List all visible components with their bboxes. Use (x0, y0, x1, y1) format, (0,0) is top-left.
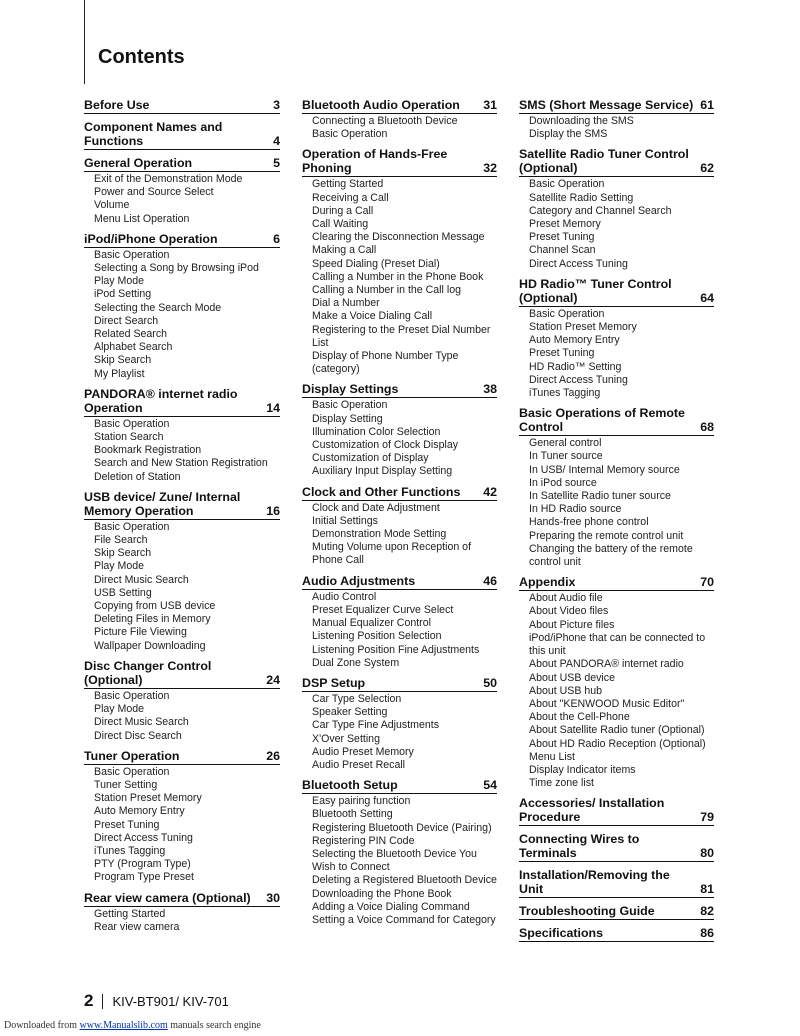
section-page-number: 61 (700, 98, 714, 112)
toc-subitem[interactable]: iPod/iPhone that can be connected to this unit (529, 631, 706, 658)
toc-subitem[interactable]: Auto Memory Entry (529, 334, 620, 347)
section-title: SMS (Short Message Service) (519, 98, 694, 112)
section-heading[interactable] (302, 676, 497, 692)
toc-subitem[interactable]: About "KENWOOD Music Editor" (529, 697, 685, 710)
toc-subitem[interactable]: Customization of Clock Display (312, 439, 459, 452)
toc-subitem[interactable]: Play Mode (94, 560, 145, 573)
toc-subitem[interactable]: Copying from USB device (94, 600, 216, 613)
section-page-number: 31 (483, 98, 497, 112)
toc-subitem[interactable]: Calling a Number in the Call log (312, 284, 461, 297)
toc-subitem[interactable]: Basic Operation (94, 248, 170, 261)
section-title: Audio Adjustments (302, 573, 416, 588)
section-heading[interactable] (519, 277, 714, 307)
toc-subitem[interactable]: Preset Tuning (94, 818, 160, 831)
toc-subitem[interactable]: Volume (94, 199, 130, 212)
toc-subitem[interactable]: Direct Search (94, 314, 159, 327)
section-page-number: 14 (266, 400, 280, 415)
toc-subitem[interactable]: Preset Memory (529, 218, 601, 231)
section-title: Tuner Operation (84, 748, 180, 763)
toc-subitem[interactable]: Speaker Setting (312, 706, 388, 719)
toc-subitem[interactable]: Dial a Number (312, 297, 380, 310)
top-rule (84, 0, 85, 84)
toc-section (519, 406, 714, 569)
toc-subitem[interactable]: Deleting a Registered Bluetooth Device (312, 874, 497, 887)
section-page-number: 54 (483, 778, 497, 793)
toc-subitem[interactable]: Related Search (94, 328, 168, 341)
section-page-number: 24 (266, 672, 280, 687)
section-title: Clock and Other Functions (302, 484, 461, 499)
section-heading[interactable] (302, 382, 497, 398)
toc-subitem[interactable]: Basic Operation (529, 307, 605, 320)
toc-subitem[interactable]: Preset Tuning (529, 347, 595, 360)
section-page-number: 3 (273, 98, 280, 112)
toc-subitem[interactable]: Preparing the remote control unit (529, 529, 684, 542)
toc-subitem[interactable]: Display Indicator items (529, 763, 636, 776)
toc-subitem[interactable]: About PANDORA® internet radio (529, 658, 684, 671)
toc-section (302, 574, 497, 670)
toc-subitem[interactable]: Connecting a Bluetooth Device (312, 115, 458, 127)
download-suffix: manuals search engine (167, 1020, 261, 1031)
toc-subitem[interactable]: Listening Position Selection (312, 630, 442, 643)
toc-subitem[interactable]: Basic Operation (312, 128, 388, 141)
toc-subitem[interactable]: iTunes Tagging (529, 387, 601, 400)
toc-subitem[interactable]: Basic Operation (94, 417, 170, 430)
section-heading[interactable] (302, 147, 497, 177)
section-title: General Operation (84, 156, 193, 170)
toc-subitem[interactable]: HD Radio™ Setting (529, 360, 622, 373)
section-heading[interactable] (84, 98, 280, 114)
toc-subitem[interactable]: X'Over Setting (312, 732, 380, 745)
toc-subitem[interactable]: Downloading the SMS (529, 115, 634, 127)
toc-subitem[interactable]: Car Type Selection (312, 692, 402, 705)
section-page-number: 42 (483, 484, 497, 499)
toc-section (84, 749, 280, 885)
toc-section (302, 778, 497, 927)
toc-subitem[interactable]: Easy pairing function (312, 795, 411, 808)
section-page-number: 26 (266, 748, 280, 763)
download-note (4, 1020, 261, 1031)
toc-subitem[interactable]: Clearing the Disconnection Message (312, 231, 485, 244)
section-heading[interactable] (519, 832, 714, 862)
toc-section (302, 485, 497, 568)
toc-subitem[interactable]: About Satellite Radio tuner (Optional) (529, 724, 705, 737)
toc-subitem[interactable]: About USB hub (529, 684, 603, 697)
toc-subitem[interactable]: Customization of Display (312, 452, 429, 465)
toc-subitem[interactable]: Downloading the Phone Book (312, 887, 452, 900)
section-title: Installation/Removing the Unit (519, 868, 670, 897)
toc-subitem[interactable]: Hands-free phone control (529, 516, 649, 529)
section-heading[interactable] (519, 575, 714, 591)
toc-section (84, 232, 280, 381)
toc-subitem[interactable]: Demonstration Mode Setting (312, 528, 447, 541)
toc-subitem[interactable]: Calling a Number in the Phone Book (312, 270, 484, 283)
section-heading[interactable] (84, 120, 280, 150)
toc-subitem[interactable]: Dual Zone System (312, 656, 400, 669)
toc-subitem[interactable]: Preset Equalizer Curve Select (312, 603, 454, 616)
section-heading[interactable] (84, 232, 280, 248)
toc-subitem[interactable]: Play Mode (94, 275, 145, 288)
toc-subitem[interactable]: Basic Operation (94, 765, 170, 778)
section-title: DSP Setup (302, 675, 366, 690)
section-page-number: 81 (700, 882, 714, 897)
toc-subitem[interactable]: Category and Channel Search (529, 204, 672, 217)
toc-subitem[interactable]: Registering to the Preset Dial Number List (312, 323, 491, 349)
toc-subitem[interactable]: Selecting a Song by Browsing iPod (94, 262, 259, 275)
section-page-number: 79 (700, 810, 714, 825)
toc-subitem[interactable]: About Audio file (529, 592, 603, 605)
section-title: Bluetooth Setup (302, 778, 398, 793)
toc-section (302, 147, 497, 376)
toc-subitem[interactable]: Time zone list (529, 777, 594, 790)
toc-subitem[interactable]: Selecting the Search Mode (94, 301, 222, 314)
page-footer (84, 991, 229, 1011)
section-heading[interactable] (519, 406, 714, 436)
section-heading[interactable] (84, 659, 280, 689)
toc-subitem[interactable]: Speed Dialing (Preset Dial) (312, 257, 440, 270)
toc-subitem[interactable]: General control (529, 437, 602, 450)
toc-subitem[interactable]: PTY (Program Type) (94, 858, 191, 871)
section-title: iPod/iPhone Operation (84, 231, 218, 246)
toc-section (84, 120, 280, 150)
model-name: KIV-BT901/ KIV-701 (112, 993, 229, 1009)
section-title: Appendix (519, 575, 576, 590)
toc-subitem[interactable]: Initial Settings (312, 514, 378, 527)
toc-subitem[interactable]: Display the SMS (529, 128, 608, 141)
toc-section (302, 676, 497, 772)
toc-subitem[interactable]: Getting Started (94, 907, 166, 920)
toc-subitem[interactable]: Satellite Radio Setting (529, 191, 634, 204)
section-heading[interactable] (302, 778, 497, 794)
section-heading[interactable] (519, 147, 714, 177)
toc-subitem[interactable]: About Video files (529, 605, 609, 618)
toc-subitem[interactable]: About the Cell-Phone (529, 711, 630, 724)
toc-subitem[interactable]: iTunes Tagging (94, 844, 166, 857)
section-page-number: 50 (483, 675, 497, 690)
manualslib-link[interactable]: www.Manualslib.com (79, 1020, 168, 1031)
toc-subitem[interactable]: Call Waiting (312, 218, 369, 231)
section-title: Basic Operations of Remote Control (519, 406, 685, 435)
toc-subitem[interactable]: Display Setting (312, 412, 383, 425)
section-heading[interactable] (84, 891, 280, 907)
section-page-number: 4 (273, 134, 280, 148)
toc-subitem[interactable]: In iPod source (529, 476, 597, 489)
section-title: PANDORA® internet radio Operation (84, 386, 238, 415)
section-heading[interactable] (84, 490, 280, 520)
toc-section (84, 659, 280, 743)
section-page-number: 6 (273, 231, 280, 246)
toc-subitem[interactable]: Deleting Files in Memory (94, 613, 211, 626)
section-page-number: 80 (700, 846, 714, 861)
toc-subitem[interactable]: Deletion of Station (94, 470, 181, 483)
toc-subitem[interactable]: Registering PIN Code (312, 834, 415, 847)
toc-subitem[interactable]: Registering Bluetooth Device (Pairing) (312, 821, 492, 834)
toc-subitem[interactable]: About HD Radio Reception (Optional) (529, 737, 706, 750)
toc-subitem[interactable]: Illumination Color Selection (312, 425, 441, 438)
toc-section (519, 575, 714, 790)
toc-subitem[interactable]: Car Type Fine Adjustments (312, 719, 439, 732)
toc-subitem[interactable]: About Picture files (529, 618, 615, 631)
section-title: Rear view camera (Optional) (84, 890, 251, 905)
toc-subitem[interactable]: Bookmark Registration (94, 444, 202, 457)
toc-section (519, 832, 714, 862)
section-title: Disc Changer Control (Optional) (84, 658, 212, 687)
toc-section (519, 147, 714, 270)
toc-column-3 (519, 98, 714, 948)
toc-subitem[interactable]: Rear view camera (94, 920, 180, 933)
section-page-number: 70 (700, 575, 714, 590)
toc-subitem[interactable]: Station Preset Memory (94, 792, 202, 805)
section-page-number: 30 (266, 890, 280, 905)
toc-section (84, 98, 280, 114)
toc-subitem[interactable]: In Tuner source (529, 450, 603, 463)
toc-section (519, 904, 714, 920)
toc-subitem[interactable]: Direct Music Search (94, 573, 189, 586)
section-heading[interactable] (302, 574, 497, 590)
section-title: Component Names and Functions (84, 120, 223, 148)
toc-section (519, 868, 714, 898)
section-heading[interactable] (519, 904, 714, 920)
section-title: Display Settings (302, 382, 399, 397)
section-heading[interactable] (519, 926, 714, 942)
toc-subitem[interactable]: Make a Voice Dialing Call (312, 310, 433, 323)
section-title: Operation of Hands-Free Phoning (302, 147, 448, 176)
toc-subitem[interactable]: iPod Setting (94, 288, 152, 301)
page-number: 2 (84, 991, 94, 1010)
section-page-number: 16 (266, 503, 280, 518)
section-page-number: 38 (483, 382, 497, 397)
toc-subitem[interactable]: Display of Phone Number Type (category) (312, 350, 459, 376)
toc-subitem[interactable]: Basic Operation (94, 520, 170, 533)
section-page-number: 5 (273, 156, 280, 170)
toc-subitem[interactable]: Program Type Preset (94, 871, 194, 884)
toc-subitem[interactable]: Skip Search (94, 547, 152, 560)
toc-section (302, 382, 497, 478)
section-title: Bluetooth Audio Operation (302, 98, 460, 112)
toc-column-2 (302, 98, 497, 933)
section-page-number: 86 (700, 926, 714, 941)
section-title: Satellite Radio Tuner Control (Optional) (519, 147, 689, 176)
toc-subitem[interactable]: Station Search (94, 431, 164, 444)
toc-subitem[interactable]: Basic Operation (529, 178, 605, 191)
footer-divider (102, 994, 103, 1009)
section-page-number: 46 (483, 573, 497, 588)
download-prefix: Downloaded from (4, 1020, 80, 1031)
toc-subitem[interactable]: During a Call (312, 204, 374, 217)
section-title: Accessories/ Installation Procedure (519, 796, 665, 825)
toc-section (519, 926, 714, 942)
toc-subitem[interactable]: Picture File Viewing (94, 626, 187, 639)
toc-subitem[interactable]: Muting Volume upon Reception of Phone Call (312, 541, 472, 567)
toc-subitem[interactable]: Direct Disc Search (94, 729, 182, 742)
toc-section (519, 277, 714, 400)
toc-subitem[interactable]: Receiving a Call (312, 191, 389, 204)
section-title: Connecting Wires to Terminals (519, 832, 640, 861)
toc-section (519, 796, 714, 826)
section-heading[interactable] (302, 485, 497, 501)
toc-subitem[interactable]: Skip Search (94, 354, 152, 367)
toc-subitem[interactable]: Alphabet Search (94, 341, 173, 354)
toc-subitem[interactable]: File Search (94, 534, 148, 547)
section-heading[interactable] (519, 868, 714, 898)
toc-subitem[interactable]: Bluetooth Setting (312, 808, 393, 821)
toc-section (519, 98, 714, 141)
toc-subitem[interactable]: Wallpaper Downloading (94, 639, 206, 652)
toc-subitem[interactable]: Preset Tuning (529, 231, 595, 244)
toc-subitem[interactable]: Auxiliary Input Display Setting (312, 465, 453, 478)
toc-subitem[interactable]: Exit of the Demonstration Mode (94, 173, 243, 185)
toc-subitem[interactable]: Menu List Operation (94, 212, 190, 225)
section-heading[interactable] (84, 156, 280, 172)
section-page-number: 64 (700, 290, 714, 305)
toc-subitem[interactable]: Direct Access Tuning (529, 257, 628, 270)
section-page-number: 82 (700, 904, 714, 919)
toc-section (302, 98, 497, 141)
toc-subitem[interactable]: Direct Music Search (94, 716, 189, 729)
toc-subitem[interactable]: About USB device (529, 671, 615, 684)
section-title: Specifications (519, 926, 604, 941)
toc-subitem[interactable]: Manual Equalizer Control (312, 617, 431, 630)
toc-subitem[interactable]: My Playlist (94, 367, 145, 380)
section-title: Before Use (84, 98, 150, 112)
section-heading[interactable] (302, 98, 497, 114)
toc-subitem[interactable]: Search and New Station Registration (94, 457, 268, 470)
section-heading[interactable] (519, 796, 714, 826)
toc-section (84, 891, 280, 934)
toc-subitem[interactable]: Adding a Voice Dialing Command (312, 900, 470, 913)
toc-subitem[interactable]: Play Mode (94, 703, 145, 716)
toc-subitem[interactable]: Direct Access Tuning (94, 831, 193, 844)
toc-subitem[interactable]: Basic Operation (94, 689, 170, 702)
section-heading[interactable] (84, 387, 280, 417)
toc-subitem[interactable]: In Satellite Radio tuner source (529, 490, 671, 503)
section-heading[interactable] (84, 749, 280, 765)
section-page-number: 62 (700, 161, 714, 176)
toc-subitem[interactable]: Listening Position Fine Adjustments (312, 643, 480, 656)
page-title: Contents (98, 46, 185, 68)
toc-subitem[interactable]: Audio Preset Memory (312, 745, 414, 758)
toc-subitem[interactable]: Making a Call (312, 244, 377, 257)
section-title: USB device/ Zune/ Internal Memory Operation (84, 489, 241, 518)
section-title: Troubleshooting Guide (519, 904, 655, 919)
toc-subitem[interactable]: Audio Preset Recall (312, 758, 406, 771)
toc-subitem[interactable]: USB Setting (94, 586, 152, 599)
section-title: HD Radio™ Tuner Control (Optional) (519, 276, 672, 305)
toc-subitem[interactable]: Power and Source Select (94, 186, 214, 199)
toc-column-1 (84, 98, 280, 940)
toc-subitem[interactable]: Clock and Date Adjustment (312, 501, 440, 514)
toc-subitem[interactable]: Direct Access Tuning (529, 373, 628, 386)
section-page-number: 68 (700, 420, 714, 435)
section-page-number: 32 (483, 161, 497, 176)
toc-subitem[interactable]: Basic Operation (312, 399, 388, 412)
toc-subitem[interactable]: Tuner Setting (94, 778, 158, 791)
toc-subitem[interactable]: In USB/ Internal Memory source (529, 463, 680, 476)
toc-subitem[interactable]: Selecting the Bluetooth Device You Wish to Connect (312, 847, 477, 874)
toc-subitem[interactable]: Getting Started (312, 178, 384, 191)
toc-subitem[interactable]: Station Preset Memory (529, 321, 637, 334)
toc-subitem[interactable]: Menu List (529, 750, 575, 763)
toc-subitem[interactable]: Channel Scan (529, 244, 596, 257)
toc-section (84, 156, 280, 226)
toc-subitem[interactable]: In HD Radio source (529, 503, 622, 516)
toc-subitem[interactable]: Audio Control (312, 590, 377, 603)
toc-subitem[interactable]: Changing the battery of the remote control unit (529, 542, 693, 569)
section-heading[interactable] (519, 98, 714, 114)
toc-section (84, 490, 280, 653)
toc-subitem[interactable]: Setting a Voice Command for Category (312, 913, 496, 926)
toc-section (84, 387, 280, 484)
toc-subitem[interactable]: Auto Memory Entry (94, 805, 185, 818)
